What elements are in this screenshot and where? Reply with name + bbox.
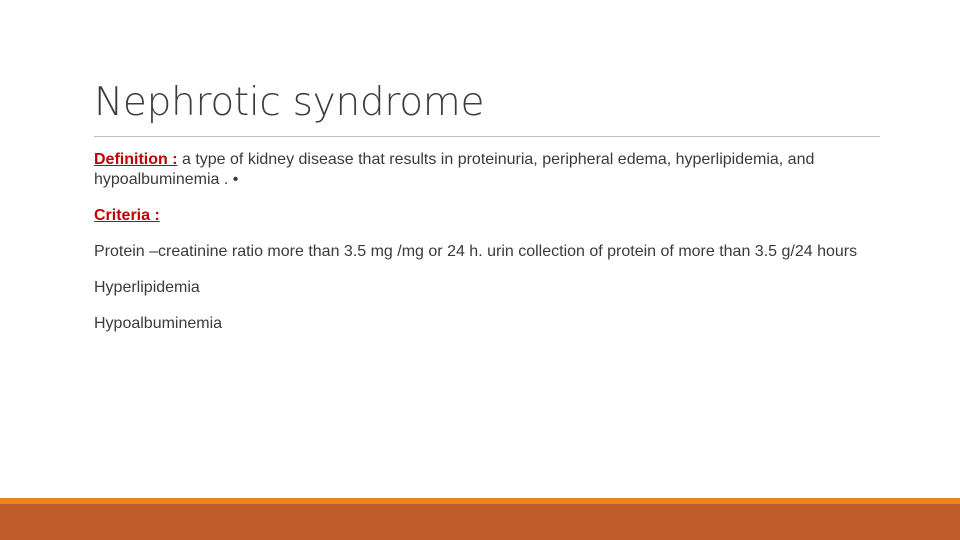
criteria-item-hyperlipidemia: Hyperlipidemia bbox=[94, 279, 200, 296]
criteria-heading bbox=[94, 206, 880, 226]
definition-label: Definition : bbox=[94, 151, 178, 168]
slide-title: Nephrotic syndrome bbox=[94, 80, 485, 125]
definition-paragraph bbox=[94, 150, 880, 190]
slide-content bbox=[94, 150, 880, 350]
title-divider bbox=[94, 136, 880, 137]
criteria-item-hypoalbuminemia: Hypoalbuminemia bbox=[94, 315, 223, 332]
criteria-item-protein: Protein –creatinine ratio more than 3.5 mg /mg or 24 h. urin collection of protein of more than 3.5 g/24 hours bbox=[94, 243, 858, 260]
footer-bar bbox=[0, 504, 960, 540]
definition-text: a type of kidney disease that results in proteinuria, peripheral edema, hyperlipidemia, and hypoalbuminemia . • bbox=[94, 151, 815, 188]
criteria-label: Criteria : bbox=[94, 207, 160, 224]
